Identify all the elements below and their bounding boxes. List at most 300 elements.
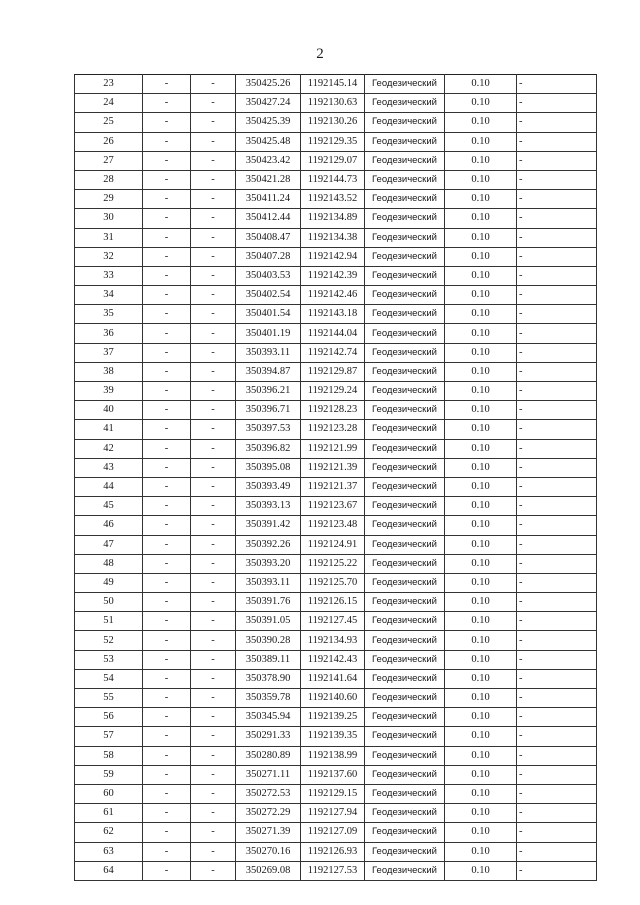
col2-cell: - — [143, 439, 191, 458]
point-number-cell: 24 — [75, 94, 143, 113]
description-cell: - — [517, 439, 597, 458]
col2-cell: - — [143, 209, 191, 228]
col2-cell: - — [143, 247, 191, 266]
x-coordinate-cell: 350397.53 — [236, 420, 301, 439]
point-number-cell: 41 — [75, 420, 143, 439]
col3-cell: - — [191, 190, 236, 209]
table-row — [75, 324, 597, 343]
table-row — [75, 477, 597, 496]
col3-cell: - — [191, 305, 236, 324]
x-coordinate-cell: 350391.76 — [236, 593, 301, 612]
col3-cell: - — [191, 746, 236, 765]
method-cell: Геодезический — [365, 209, 445, 228]
table-row — [75, 113, 597, 132]
col2-cell: - — [143, 132, 191, 151]
coordinates-table-body — [75, 75, 597, 881]
col3-cell: - — [191, 343, 236, 362]
y-coordinate-cell: 1192127.09 — [301, 823, 365, 842]
col3-cell: - — [191, 823, 236, 842]
col3-cell: - — [191, 650, 236, 669]
col3-cell: - — [191, 535, 236, 554]
col2-cell: - — [143, 286, 191, 305]
description-cell: - — [517, 765, 597, 784]
accuracy-cell: 0.10 — [445, 554, 517, 573]
y-coordinate-cell: 1192142.74 — [301, 343, 365, 362]
point-number-cell: 25 — [75, 113, 143, 132]
col2-cell: - — [143, 401, 191, 420]
accuracy-cell: 0.10 — [445, 420, 517, 439]
x-coordinate-cell: 350269.08 — [236, 861, 301, 880]
x-coordinate-cell: 350391.05 — [236, 612, 301, 631]
y-coordinate-cell: 1192126.15 — [301, 593, 365, 612]
col2-cell: - — [143, 804, 191, 823]
col2-cell: - — [143, 324, 191, 343]
table-row — [75, 650, 597, 669]
col2-cell: - — [143, 689, 191, 708]
method-cell: Геодезический — [365, 190, 445, 209]
accuracy-cell: 0.10 — [445, 708, 517, 727]
description-cell: - — [517, 132, 597, 151]
point-number-cell: 58 — [75, 746, 143, 765]
method-cell: Геодезический — [365, 94, 445, 113]
x-coordinate-cell: 350270.16 — [236, 842, 301, 861]
x-coordinate-cell: 350391.42 — [236, 516, 301, 535]
description-cell: - — [517, 170, 597, 189]
point-number-cell: 32 — [75, 247, 143, 266]
method-cell: Геодезический — [365, 497, 445, 516]
col2-cell: - — [143, 477, 191, 496]
table-row — [75, 170, 597, 189]
x-coordinate-cell: 350402.54 — [236, 286, 301, 305]
y-coordinate-cell: 1192128.23 — [301, 401, 365, 420]
accuracy-cell: 0.10 — [445, 650, 517, 669]
description-cell: - — [517, 343, 597, 362]
x-coordinate-cell: 350272.29 — [236, 804, 301, 823]
x-coordinate-cell: 350425.26 — [236, 75, 301, 94]
x-coordinate-cell: 350401.19 — [236, 324, 301, 343]
point-number-cell: 28 — [75, 170, 143, 189]
col2-cell: - — [143, 784, 191, 803]
table-row — [75, 286, 597, 305]
description-cell: - — [517, 151, 597, 170]
col3-cell: - — [191, 554, 236, 573]
description-cell: - — [517, 573, 597, 592]
method-cell: Геодезический — [365, 746, 445, 765]
y-coordinate-cell: 1192142.46 — [301, 286, 365, 305]
col2-cell: - — [143, 170, 191, 189]
y-coordinate-cell: 1192127.53 — [301, 861, 365, 880]
x-coordinate-cell: 350396.82 — [236, 439, 301, 458]
y-coordinate-cell: 1192126.93 — [301, 842, 365, 861]
col2-cell: - — [143, 631, 191, 650]
accuracy-cell: 0.10 — [445, 266, 517, 285]
description-cell: - — [517, 477, 597, 496]
method-cell: Геодезический — [365, 535, 445, 554]
description-cell: - — [517, 535, 597, 554]
col2-cell: - — [143, 266, 191, 285]
accuracy-cell: 0.10 — [445, 170, 517, 189]
method-cell: Геодезический — [365, 420, 445, 439]
description-cell: - — [517, 516, 597, 535]
coordinates-table — [74, 74, 597, 881]
y-coordinate-cell: 1192134.93 — [301, 631, 365, 650]
y-coordinate-cell: 1192130.26 — [301, 113, 365, 132]
col3-cell: - — [191, 170, 236, 189]
point-number-cell: 61 — [75, 804, 143, 823]
method-cell: Геодезический — [365, 266, 445, 285]
y-coordinate-cell: 1192138.99 — [301, 746, 365, 765]
y-coordinate-cell: 1192129.87 — [301, 362, 365, 381]
accuracy-cell: 0.10 — [445, 401, 517, 420]
accuracy-cell: 0.10 — [445, 382, 517, 401]
method-cell: Геодезический — [365, 151, 445, 170]
accuracy-cell: 0.10 — [445, 477, 517, 496]
col2-cell: - — [143, 593, 191, 612]
x-coordinate-cell: 350389.11 — [236, 650, 301, 669]
accuracy-cell: 0.10 — [445, 343, 517, 362]
accuracy-cell: 0.10 — [445, 612, 517, 631]
x-coordinate-cell: 350393.11 — [236, 343, 301, 362]
accuracy-cell: 0.10 — [445, 362, 517, 381]
table-row — [75, 804, 597, 823]
point-number-cell: 31 — [75, 228, 143, 247]
col2-cell: - — [143, 190, 191, 209]
x-coordinate-cell: 350271.39 — [236, 823, 301, 842]
table-row — [75, 593, 597, 612]
method-cell: Геодезический — [365, 382, 445, 401]
point-number-cell: 64 — [75, 861, 143, 880]
col2-cell: - — [143, 765, 191, 784]
x-coordinate-cell: 350271.11 — [236, 765, 301, 784]
description-cell: - — [517, 554, 597, 573]
point-number-cell: 39 — [75, 382, 143, 401]
method-cell: Геодезический — [365, 170, 445, 189]
accuracy-cell: 0.10 — [445, 209, 517, 228]
accuracy-cell: 0.10 — [445, 823, 517, 842]
table-row — [75, 382, 597, 401]
x-coordinate-cell: 350280.89 — [236, 746, 301, 765]
method-cell: Геодезический — [365, 842, 445, 861]
y-coordinate-cell: 1192142.39 — [301, 266, 365, 285]
point-number-cell: 40 — [75, 401, 143, 420]
col3-cell: - — [191, 324, 236, 343]
table-row — [75, 765, 597, 784]
description-cell: - — [517, 497, 597, 516]
table-row — [75, 689, 597, 708]
x-coordinate-cell: 350408.47 — [236, 228, 301, 247]
description-cell: - — [517, 75, 597, 94]
table-row — [75, 75, 597, 94]
x-coordinate-cell: 350396.71 — [236, 401, 301, 420]
y-coordinate-cell: 1192121.39 — [301, 458, 365, 477]
y-coordinate-cell: 1192140.60 — [301, 689, 365, 708]
table-row — [75, 535, 597, 554]
point-number-cell: 44 — [75, 477, 143, 496]
method-cell: Геодезический — [365, 727, 445, 746]
x-coordinate-cell: 350393.49 — [236, 477, 301, 496]
col2-cell: - — [143, 305, 191, 324]
method-cell: Геодезический — [365, 765, 445, 784]
x-coordinate-cell: 350425.39 — [236, 113, 301, 132]
method-cell: Геодезический — [365, 554, 445, 573]
col2-cell: - — [143, 535, 191, 554]
y-coordinate-cell: 1192141.64 — [301, 669, 365, 688]
col2-cell: - — [143, 842, 191, 861]
col3-cell: - — [191, 593, 236, 612]
col3-cell: - — [191, 113, 236, 132]
table-row — [75, 727, 597, 746]
table-row — [75, 132, 597, 151]
table-row — [75, 151, 597, 170]
method-cell: Геодезический — [365, 439, 445, 458]
page-number: 2 — [316, 46, 324, 62]
x-coordinate-cell: 350427.24 — [236, 94, 301, 113]
accuracy-cell: 0.10 — [445, 689, 517, 708]
y-coordinate-cell: 1192123.48 — [301, 516, 365, 535]
table-row — [75, 612, 597, 631]
col2-cell: - — [143, 823, 191, 842]
accuracy-cell: 0.10 — [445, 132, 517, 151]
col3-cell: - — [191, 209, 236, 228]
y-coordinate-cell: 1192127.45 — [301, 612, 365, 631]
description-cell: - — [517, 861, 597, 880]
point-number-cell: 50 — [75, 593, 143, 612]
x-coordinate-cell: 350394.87 — [236, 362, 301, 381]
description-cell: - — [517, 228, 597, 247]
y-coordinate-cell: 1192139.25 — [301, 708, 365, 727]
point-number-cell: 49 — [75, 573, 143, 592]
col2-cell: - — [143, 554, 191, 573]
y-coordinate-cell: 1192129.15 — [301, 784, 365, 803]
x-coordinate-cell: 350345.94 — [236, 708, 301, 727]
description-cell: - — [517, 209, 597, 228]
description-cell: - — [517, 689, 597, 708]
point-number-cell: 51 — [75, 612, 143, 631]
table-row — [75, 497, 597, 516]
description-cell: - — [517, 382, 597, 401]
point-number-cell: 38 — [75, 362, 143, 381]
point-number-cell: 46 — [75, 516, 143, 535]
col2-cell: - — [143, 94, 191, 113]
x-coordinate-cell: 350390.28 — [236, 631, 301, 650]
col3-cell: - — [191, 516, 236, 535]
description-cell: - — [517, 823, 597, 842]
point-number-cell: 54 — [75, 669, 143, 688]
method-cell: Геодезический — [365, 823, 445, 842]
x-coordinate-cell: 350401.54 — [236, 305, 301, 324]
method-cell: Геодезический — [365, 612, 445, 631]
col3-cell: - — [191, 497, 236, 516]
y-coordinate-cell: 1192137.60 — [301, 765, 365, 784]
point-number-cell: 35 — [75, 305, 143, 324]
y-coordinate-cell: 1192144.04 — [301, 324, 365, 343]
accuracy-cell: 0.10 — [445, 842, 517, 861]
y-coordinate-cell: 1192129.07 — [301, 151, 365, 170]
description-cell: - — [517, 746, 597, 765]
table-row — [75, 343, 597, 362]
point-number-cell: 36 — [75, 324, 143, 343]
method-cell: Геодезический — [365, 401, 445, 420]
method-cell: Геодезический — [365, 573, 445, 592]
point-number-cell: 62 — [75, 823, 143, 842]
col3-cell: - — [191, 477, 236, 496]
table-row — [75, 516, 597, 535]
method-cell: Геодезический — [365, 669, 445, 688]
point-number-cell: 55 — [75, 689, 143, 708]
point-number-cell: 57 — [75, 727, 143, 746]
col3-cell: - — [191, 286, 236, 305]
col3-cell: - — [191, 804, 236, 823]
col3-cell: - — [191, 842, 236, 861]
y-coordinate-cell: 1192142.94 — [301, 247, 365, 266]
y-coordinate-cell: 1192139.35 — [301, 727, 365, 746]
col3-cell: - — [191, 573, 236, 592]
description-cell: - — [517, 708, 597, 727]
col2-cell: - — [143, 650, 191, 669]
col3-cell: - — [191, 669, 236, 688]
y-coordinate-cell: 1192134.38 — [301, 228, 365, 247]
method-cell: Геодезический — [365, 75, 445, 94]
table-row — [75, 209, 597, 228]
y-coordinate-cell: 1192129.35 — [301, 132, 365, 151]
x-coordinate-cell: 350403.53 — [236, 266, 301, 285]
col2-cell: - — [143, 497, 191, 516]
x-coordinate-cell: 350395.08 — [236, 458, 301, 477]
x-coordinate-cell: 350393.20 — [236, 554, 301, 573]
col2-cell: - — [143, 861, 191, 880]
description-cell: - — [517, 190, 597, 209]
y-coordinate-cell: 1192129.24 — [301, 382, 365, 401]
method-cell: Геодезический — [365, 305, 445, 324]
y-coordinate-cell: 1192125.22 — [301, 554, 365, 573]
x-coordinate-cell: 350396.21 — [236, 382, 301, 401]
point-number-cell: 42 — [75, 439, 143, 458]
point-number-cell: 59 — [75, 765, 143, 784]
y-coordinate-cell: 1192134.89 — [301, 209, 365, 228]
table-row — [75, 420, 597, 439]
table-row — [75, 784, 597, 803]
col3-cell: - — [191, 861, 236, 880]
description-cell: - — [517, 842, 597, 861]
description-cell: - — [517, 784, 597, 803]
method-cell: Геодезический — [365, 458, 445, 477]
accuracy-cell: 0.10 — [445, 804, 517, 823]
x-coordinate-cell: 350412.44 — [236, 209, 301, 228]
col2-cell: - — [143, 573, 191, 592]
table-row — [75, 669, 597, 688]
accuracy-cell: 0.10 — [445, 151, 517, 170]
table-row — [75, 823, 597, 842]
method-cell: Геодезический — [365, 516, 445, 535]
accuracy-cell: 0.10 — [445, 593, 517, 612]
table-row — [75, 708, 597, 727]
description-cell: - — [517, 305, 597, 324]
method-cell: Геодезический — [365, 631, 445, 650]
y-coordinate-cell: 1192130.63 — [301, 94, 365, 113]
table-row — [75, 190, 597, 209]
accuracy-cell: 0.10 — [445, 784, 517, 803]
accuracy-cell: 0.10 — [445, 247, 517, 266]
accuracy-cell: 0.10 — [445, 746, 517, 765]
y-coordinate-cell: 1192143.18 — [301, 305, 365, 324]
col2-cell: - — [143, 113, 191, 132]
accuracy-cell: 0.10 — [445, 113, 517, 132]
accuracy-cell: 0.10 — [445, 305, 517, 324]
method-cell: Геодезический — [365, 113, 445, 132]
col3-cell: - — [191, 458, 236, 477]
accuracy-cell: 0.10 — [445, 94, 517, 113]
col3-cell: - — [191, 784, 236, 803]
description-cell: - — [517, 113, 597, 132]
accuracy-cell: 0.10 — [445, 861, 517, 880]
description-cell: - — [517, 362, 597, 381]
x-coordinate-cell: 350411.24 — [236, 190, 301, 209]
col3-cell: - — [191, 708, 236, 727]
point-number-cell: 27 — [75, 151, 143, 170]
method-cell: Геодезический — [365, 247, 445, 266]
method-cell: Геодезический — [365, 593, 445, 612]
description-cell: - — [517, 286, 597, 305]
method-cell: Геодезический — [365, 689, 445, 708]
y-coordinate-cell: 1192144.73 — [301, 170, 365, 189]
col3-cell: - — [191, 362, 236, 381]
description-cell: - — [517, 631, 597, 650]
description-cell: - — [517, 420, 597, 439]
y-coordinate-cell: 1192143.52 — [301, 190, 365, 209]
x-coordinate-cell: 350272.53 — [236, 784, 301, 803]
y-coordinate-cell: 1192142.43 — [301, 650, 365, 669]
accuracy-cell: 0.10 — [445, 439, 517, 458]
y-coordinate-cell: 1192123.67 — [301, 497, 365, 516]
method-cell: Геодезический — [365, 132, 445, 151]
point-number-cell: 56 — [75, 708, 143, 727]
col2-cell: - — [143, 746, 191, 765]
method-cell: Геодезический — [365, 650, 445, 669]
method-cell: Геодезический — [365, 708, 445, 727]
x-coordinate-cell: 350425.48 — [236, 132, 301, 151]
col3-cell: - — [191, 94, 236, 113]
col2-cell: - — [143, 669, 191, 688]
x-coordinate-cell: 350378.90 — [236, 669, 301, 688]
table-row — [75, 94, 597, 113]
description-cell: - — [517, 266, 597, 285]
accuracy-cell: 0.10 — [445, 573, 517, 592]
col3-cell: - — [191, 420, 236, 439]
col3-cell: - — [191, 382, 236, 401]
col3-cell: - — [191, 266, 236, 285]
col2-cell: - — [143, 458, 191, 477]
accuracy-cell: 0.10 — [445, 228, 517, 247]
method-cell: Геодезический — [365, 861, 445, 880]
y-coordinate-cell: 1192124.91 — [301, 535, 365, 554]
point-number-cell: 53 — [75, 650, 143, 669]
accuracy-cell: 0.10 — [445, 75, 517, 94]
col2-cell: - — [143, 75, 191, 94]
table-row — [75, 305, 597, 324]
col2-cell: - — [143, 151, 191, 170]
col3-cell: - — [191, 132, 236, 151]
point-number-cell: 37 — [75, 343, 143, 362]
x-coordinate-cell: 350423.42 — [236, 151, 301, 170]
table-row — [75, 266, 597, 285]
accuracy-cell: 0.10 — [445, 765, 517, 784]
x-coordinate-cell: 350421.28 — [236, 170, 301, 189]
table-row — [75, 247, 597, 266]
point-number-cell: 30 — [75, 209, 143, 228]
col2-cell: - — [143, 420, 191, 439]
method-cell: Геодезический — [365, 784, 445, 803]
x-coordinate-cell: 350393.11 — [236, 573, 301, 592]
